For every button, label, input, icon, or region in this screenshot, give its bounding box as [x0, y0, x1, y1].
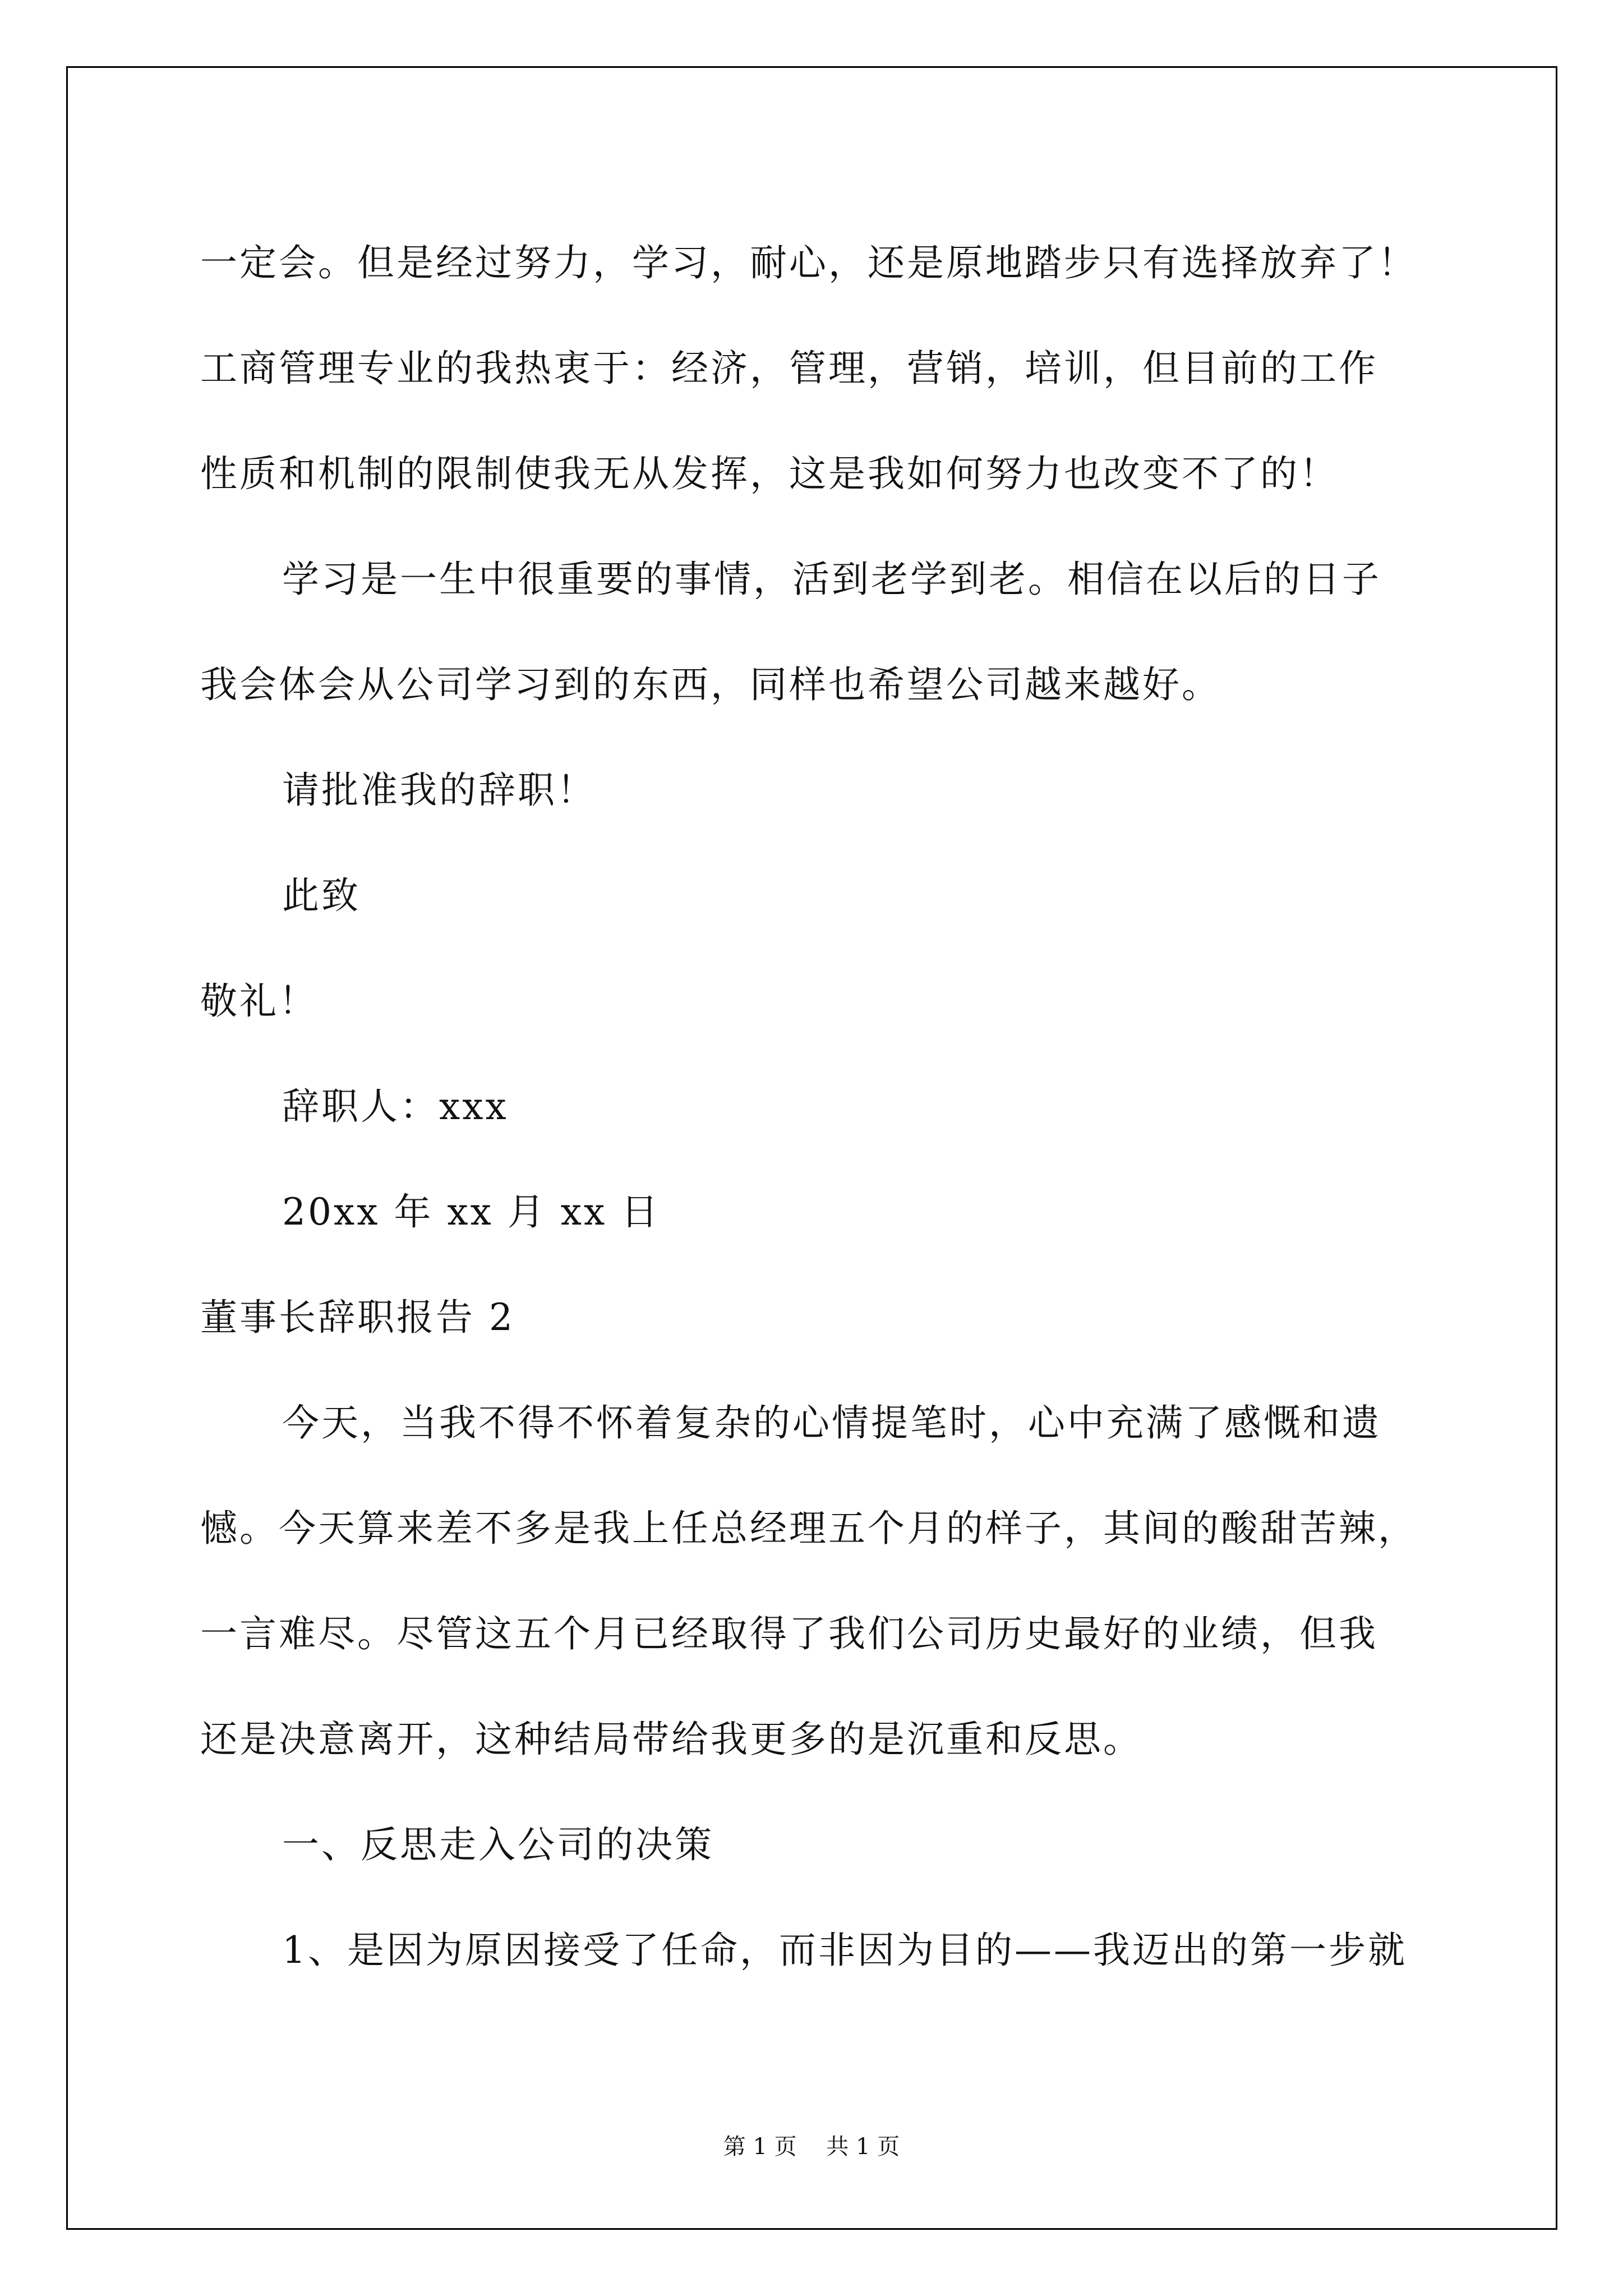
- text-line-1: 一定会。但是经过努力，学习，耐心，还是原地踏步只有选择放弃了！: [200, 241, 1417, 284]
- section-title: 董事长辞职报告 2: [200, 1296, 515, 1339]
- date-line: 20xx 年 xx 月 xx 日: [282, 1190, 661, 1234]
- text-line-14: 一言难尽。尽管这五个月已经取得了我们公司历史最好的业绩，但我: [200, 1612, 1378, 1655]
- salutation-line: 此致: [282, 874, 361, 917]
- text-line-2: 工商管理专业的我热衷于：经济，管理，营销，培训，但目前的工作: [200, 347, 1378, 390]
- subheading-line: 一、反思走入公司的决策: [282, 1823, 714, 1866]
- page-number-total: 共 1 页: [826, 2134, 900, 2160]
- signature-line: 辞职人：xxx: [282, 1085, 509, 1128]
- text-line-13: 憾。今天算来差不多是我上任总经理五个月的样子，其间的酸甜苦辣，: [200, 1507, 1417, 1550]
- text-line-15: 还是决意离开，这种结局带给我更多的是沉重和反思。: [200, 1718, 1142, 1761]
- document-body: [200, 210, 1462, 2003]
- text-line-12: 今天，当我不得不怀着复杂的心情提笔时，心中充满了感慨和遗: [282, 1401, 1381, 1444]
- text-line-3: 性质和机制的限制使我无从发挥，这是我如何努力也改变不了的！: [200, 452, 1339, 495]
- text-line-17: 1、是因为原因接受了任命，而非因为目的——我迈出的第一步就: [282, 1929, 1407, 1972]
- text-line-4: 学习是一生中很重要的事情，活到老学到老。相信在以后的日子: [282, 558, 1381, 601]
- text-line-6: 请批准我的辞职！: [282, 769, 596, 812]
- page-number-current: 第 1 页: [723, 2134, 797, 2160]
- closing-line: 敬礼！: [200, 979, 318, 1023]
- page-footer: [0, 2129, 1623, 2161]
- text-line-5: 我会体会从公司学习到的东西，同样也希望公司越来越好。: [200, 663, 1221, 706]
